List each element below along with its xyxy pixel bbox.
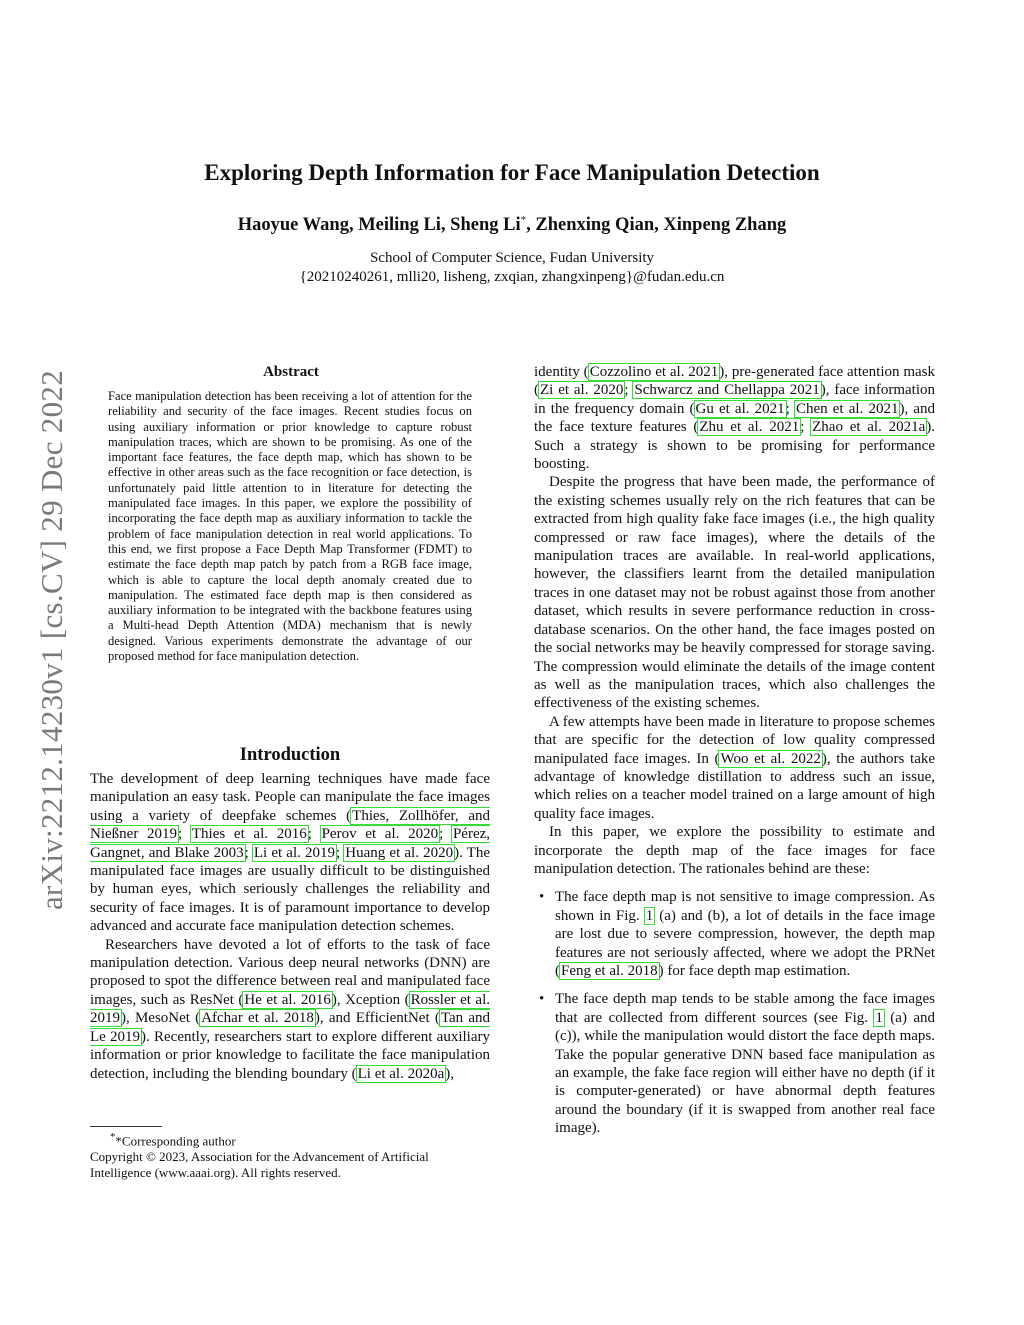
citation-link[interactable]: Li et al. 2019 xyxy=(253,844,335,861)
affiliation-block xyxy=(0,249,1024,287)
citation-link[interactable]: Feng et al. 2018 xyxy=(561,963,658,979)
text: ), pre-generated face attention mask ( xyxy=(534,364,935,399)
citation-link[interactable]: Rossler et al. 2019 xyxy=(90,991,491,1027)
citation-link[interactable]: Perov et al. 2020 xyxy=(321,826,439,843)
list-item xyxy=(534,990,935,1137)
text: ; xyxy=(178,826,191,843)
right-paragraph-3 xyxy=(534,713,935,823)
text: ), Xception ( xyxy=(331,991,410,1008)
abstract-heading: Abstract xyxy=(263,364,319,380)
text: ; xyxy=(624,382,634,399)
text: The face depth map is not sensitive to image compression. As shown in Fig. xyxy=(555,889,935,924)
author-list xyxy=(0,214,1024,236)
footnote-rule xyxy=(90,1126,162,1127)
bullet-icon: • xyxy=(539,991,545,1008)
text: ), and EfficientNet ( xyxy=(314,1010,440,1027)
copyright-notice: Copyright © 2023, Association for the Advancement of Artificial Intelligence (www.aaai.org). All rights reserved. xyxy=(90,1149,429,1180)
citation-link[interactable]: Zi et al. 2020 xyxy=(540,382,624,399)
right-column-body xyxy=(534,363,935,1138)
introduction-heading: Introduction xyxy=(239,745,341,765)
footnote-mark: * xyxy=(110,1131,116,1143)
authors-after: , Zhenxing Qian, Xinpeng Zhang xyxy=(526,215,787,236)
figure-link[interactable]: 1 xyxy=(875,1009,883,1026)
citation-link[interactable]: He et al. 2016 xyxy=(244,991,331,1008)
text: ; xyxy=(244,844,253,861)
text: (a) and (b), a lot of details in the face image are lost due to severe compression, however, the depth map features are not seriously affected, where we adopt the PRNet ( xyxy=(555,907,935,979)
text: (a) and (c)), while the manipulation would distort the face depth maps. Take the popular generative DNN based face manipulation as an example, the fake face region will either have no depth (if it is computer-generated) or have abnormal depth features around the boundary (if it is swapped from another real face image). xyxy=(555,1009,935,1137)
bullet-icon: • xyxy=(539,889,545,906)
citation-link[interactable]: Zhao et al. 2021a xyxy=(812,419,926,436)
text: ), the authors take advantage of knowledge distillation to address such an issue, which relies on a teacher model trained on a large amount of high quality face images. xyxy=(534,750,936,822)
text: ). Recently, researchers start to explore different auxiliary information or prior knowledge to facilitate the face manipulation detection, including the blending boundary ( xyxy=(90,1028,490,1082)
abstract-text: Face manipulation detection has been receiving a lot of attention for the reliability and security of the face images. Recent studies focus on using auxiliary information or prior knowledge to capture robust manipulation traces, which are shown to be promising. As one of the important face features, the face depth map, which has shown to be effective in other areas such as the face recognition or face detection, is unfortunately paid little attention to in literature for detecting the manipulated face images. In this paper, we explore the possibility of incorporating the face depth map as auxiliary information to tackle the problem of face manipulation detection in real world applications. To this end, we first propose a Face Depth Map Transformer (FDMT) to estimate the face depth map patch by patch from a RGB face image, which is able to capture the local depth anomaly created due to manipulation. The estimated face depth map is then considered as auxiliary information to be integrated with the backbone features using a Multi-head Depth Attention (MDA) mechanism that is newly designed. Various experiments demonstrate the advantage of our proposed method for face manipulation detection. xyxy=(108,389,472,664)
text: identity ( xyxy=(534,364,589,380)
right-paragraph-2: Despite the progress that have been made, the performance of the existing schemes usually rely on the rich features that can be extracted from high quality fake face images (i.e., the high quality compressed or raw face images), where the details of the manipulation traces are available. In real-world applications, however, the classifiers learnt from the detailed manipulation traces in one dataset may not be robust against those from another dataset, which results in severe performance reduction in cross-database scenarios. On the other hand, the face images posted on the social networks may be heavily compressed for storage saving. The compression would eliminate the details of the image content as well as the manipulation traces, which also challenges the effectiveness of the existing schemes. xyxy=(534,474,935,712)
text: ; xyxy=(307,826,321,843)
citation-link[interactable]: Li et al. 2020a xyxy=(357,1065,445,1082)
text: ). The manipulated face images are usually difficult to be distinguished by human eyes, which seriously challenges the reliability and security of face images. It is of paramount importance to develop advanced and accurate face manipulation detection schemes. xyxy=(90,844,490,935)
footnote-corresponding xyxy=(90,1130,490,1149)
citation-link[interactable]: Cozzolino et al. 2021 xyxy=(589,364,719,380)
text: ) for face depth map estimation. xyxy=(658,963,851,979)
text: ; xyxy=(800,419,812,436)
citation-link[interactable]: Thies, Zollhöfer, and Nießner 2019 xyxy=(90,807,490,843)
right-paragraph-1 xyxy=(534,363,935,473)
citation-link[interactable]: Zhu et al. 2021 xyxy=(699,419,800,436)
citation-link[interactable]: Gu et al. 2021 xyxy=(695,400,785,417)
citation-link[interactable]: Afchar et al. 2018 xyxy=(201,1010,314,1027)
citation-link[interactable]: Tan and Le 2019 xyxy=(90,1010,490,1045)
text: ), MesoNet ( xyxy=(121,1010,201,1027)
rationale-list xyxy=(534,888,935,1137)
right-paragraph-4: In this paper, we explore the possibility to estimate and incorporate the depth map of the face images for face manipulation detection. The rationales behind are these: xyxy=(534,824,935,877)
footnote xyxy=(90,1130,490,1181)
text: ). Such a strategy is shown to be promising for performance boosting. xyxy=(534,419,935,473)
authors-before: Haoyue Wang, Meiling Li, Sheng Li xyxy=(237,215,521,236)
text: ; xyxy=(439,826,452,843)
footnote-text: *Corresponding author xyxy=(115,1133,236,1149)
text: The development of deep learning techniques have made face manipulation an easy task. People can manipulate the face images using a variety of deepfake schemes ( xyxy=(90,771,490,824)
text: A few attempts have been made in literature to propose schemes that are specific for the detection of low quality compressed manipulated face images. In ( xyxy=(534,713,935,767)
corresponding-mark: * xyxy=(520,214,527,226)
citation-link[interactable]: Schwarcz and Chellappa 2021 xyxy=(634,382,820,399)
citation-link[interactable]: Huang et al. 2020 xyxy=(345,844,454,861)
arxiv-stamp: arXiv:2212.14230v1 [cs.CV] 29 Dec 2022 xyxy=(34,369,69,911)
paper-title: Exploring Depth Information for Face Manipulation Detection xyxy=(204,160,820,185)
left-column-body xyxy=(90,770,490,1083)
text: ), face information in the frequency domain ( xyxy=(534,382,936,417)
figure-link[interactable]: 1 xyxy=(645,907,654,924)
text: ), and the face texture features ( xyxy=(534,400,935,436)
citation-link[interactable]: Thies et al. 2016 xyxy=(191,826,307,843)
list-item xyxy=(534,888,935,980)
intro-paragraph-2 xyxy=(90,936,490,1083)
citation-link[interactable]: Chen et al. 2021 xyxy=(795,400,899,417)
intro-paragraph-1 xyxy=(90,770,490,936)
text: ; xyxy=(785,400,795,417)
text: ), xyxy=(445,1065,454,1082)
emails: {20210240261, mlli20, lisheng, zxqian, zhangxinpeng}@fudan.edu.cn xyxy=(299,269,725,285)
text: Researchers have devoted a lot of efforts to the task of face manipulation detection. Various deep neural networks (DNN) are proposed to spot the difference between real and manipulated face images, such as ResNet ( xyxy=(90,936,490,1008)
text: ; xyxy=(336,844,345,861)
affiliation: School of Computer Science, Fudan University xyxy=(369,250,655,266)
text: The face depth map tends to be stable among the face images that are collected from different sources (see Fig. xyxy=(555,991,935,1026)
citation-link[interactable]: Woo et al. 2022 xyxy=(720,750,821,767)
citation-link[interactable]: Pérez, Gangnet, and Blake 2003 xyxy=(90,826,491,861)
